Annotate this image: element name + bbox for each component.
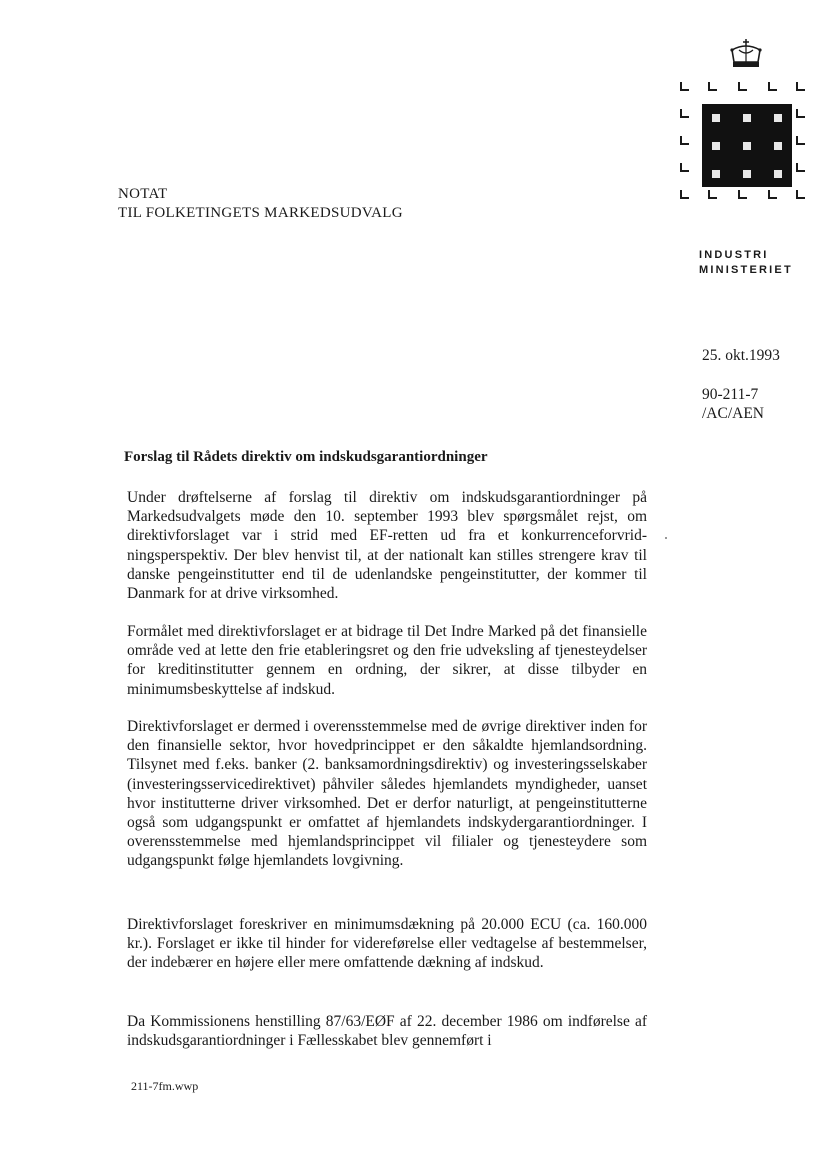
paragraph-4: Direktivforslaget foreskriver en minimumsdækning på 20.000 ECU (ca. 160.000 kr.). Forslaget er ikke til hinder for videreførelse eller vedtagelse af bestemmelser, der indebærer en højere eller mere omfattende dækning af indskud. [127,916,647,972]
initials: /AC/AEN [702,405,764,422]
logo-mark [738,190,747,199]
logo-mark [680,109,689,118]
logo-mark [768,82,777,91]
logo-mark [680,82,689,91]
logo-mark [680,163,689,172]
logo-mark [680,136,689,145]
memo-header [118,185,403,223]
logo-mark [680,190,689,199]
ministry-line-1: INDUSTRI [699,249,769,261]
logo-mark [796,136,805,145]
logo-mark [708,82,717,91]
footer-filename: 211-7fm.wwp [131,1079,199,1093]
paragraph-2: Formålet med direktivforslaget er at bidrage til Det Indre Marked på det finansielle område ved at lette den frie etableringsret og den frie udveksling af tjenesteydelser for kreditinstitutter gennem en ordning, der sikrer, at disse tilbyder en minimumsbeskyttelse af indskud. [127,623,647,698]
journal-number: 90-211-7 [702,386,759,403]
document-title: Forslag til Rådets direktiv om indskudsgarantiordninger [124,449,488,465]
ministry-name [699,248,819,278]
logo-mark [738,82,747,91]
logo-block [702,104,792,187]
paragraph-3: Direktivforslaget er dermed i overensstemmelse med de øvrige direktiver inden for den finansielle sektor, hvor hovedprincippet er den såkaldte hjemlandsordning. Tilsynet med f.eks. banker (2. banksamordningsdirektiv) og investeringsselskaber (investeringsservicedirektivet) påhviler således hjemlandets myndigheder, uanset hvor institutterne driver virksomhed. Det er derfor naturligt, at pengeinstitutterne også som udgangspunkt er omfattet af hjemlandets indskydergarantiordninger. I overensstemmelse med hjemlandsprincippet vil filialer og tjenesteydere som udgangspunkt følge hjemlandets lovgivning. [127,718,647,870]
ministry-logo [676,38,816,208]
paragraph-5: Da Kommissionens henstilling 87/63/EØF af 22. december 1986 om indførelse af indskudsgarantiordninger i Fællesskabet blev gennemført i [127,1013,647,1050]
logo-mark [796,82,805,91]
logo-mark [796,163,805,172]
logo-mark [796,109,805,118]
logo-mark [708,190,717,199]
crown-icon [726,38,766,72]
logo-mark [796,190,805,199]
recipient: TIL FOLKETINGETS MARKEDSUDVALG [118,205,403,221]
ministry-line-2: MINISTERIET [699,264,793,276]
logo-mark [768,190,777,199]
scan-speck [665,537,667,539]
paragraph-1: Under drøftelserne af forslag til direktiv om indskudsgarantiordninger på Markedsudvalgets møde den 10. september 1993 blev spørgsmålet rejst, om direktivforslaget var i strid med EF-retten ud fra et konkurrenceforvridningsperspektiv. Der blev henvist til, at der nationalt kan stilles strengere krav til danske pengeinstitutter end til de udenlandske pengeinstitutter, der kommer til Danmark for at drive virksomhed. [127,489,647,603]
doc-type: NOTAT [118,186,168,202]
date: 25. okt.1993 [702,347,780,364]
